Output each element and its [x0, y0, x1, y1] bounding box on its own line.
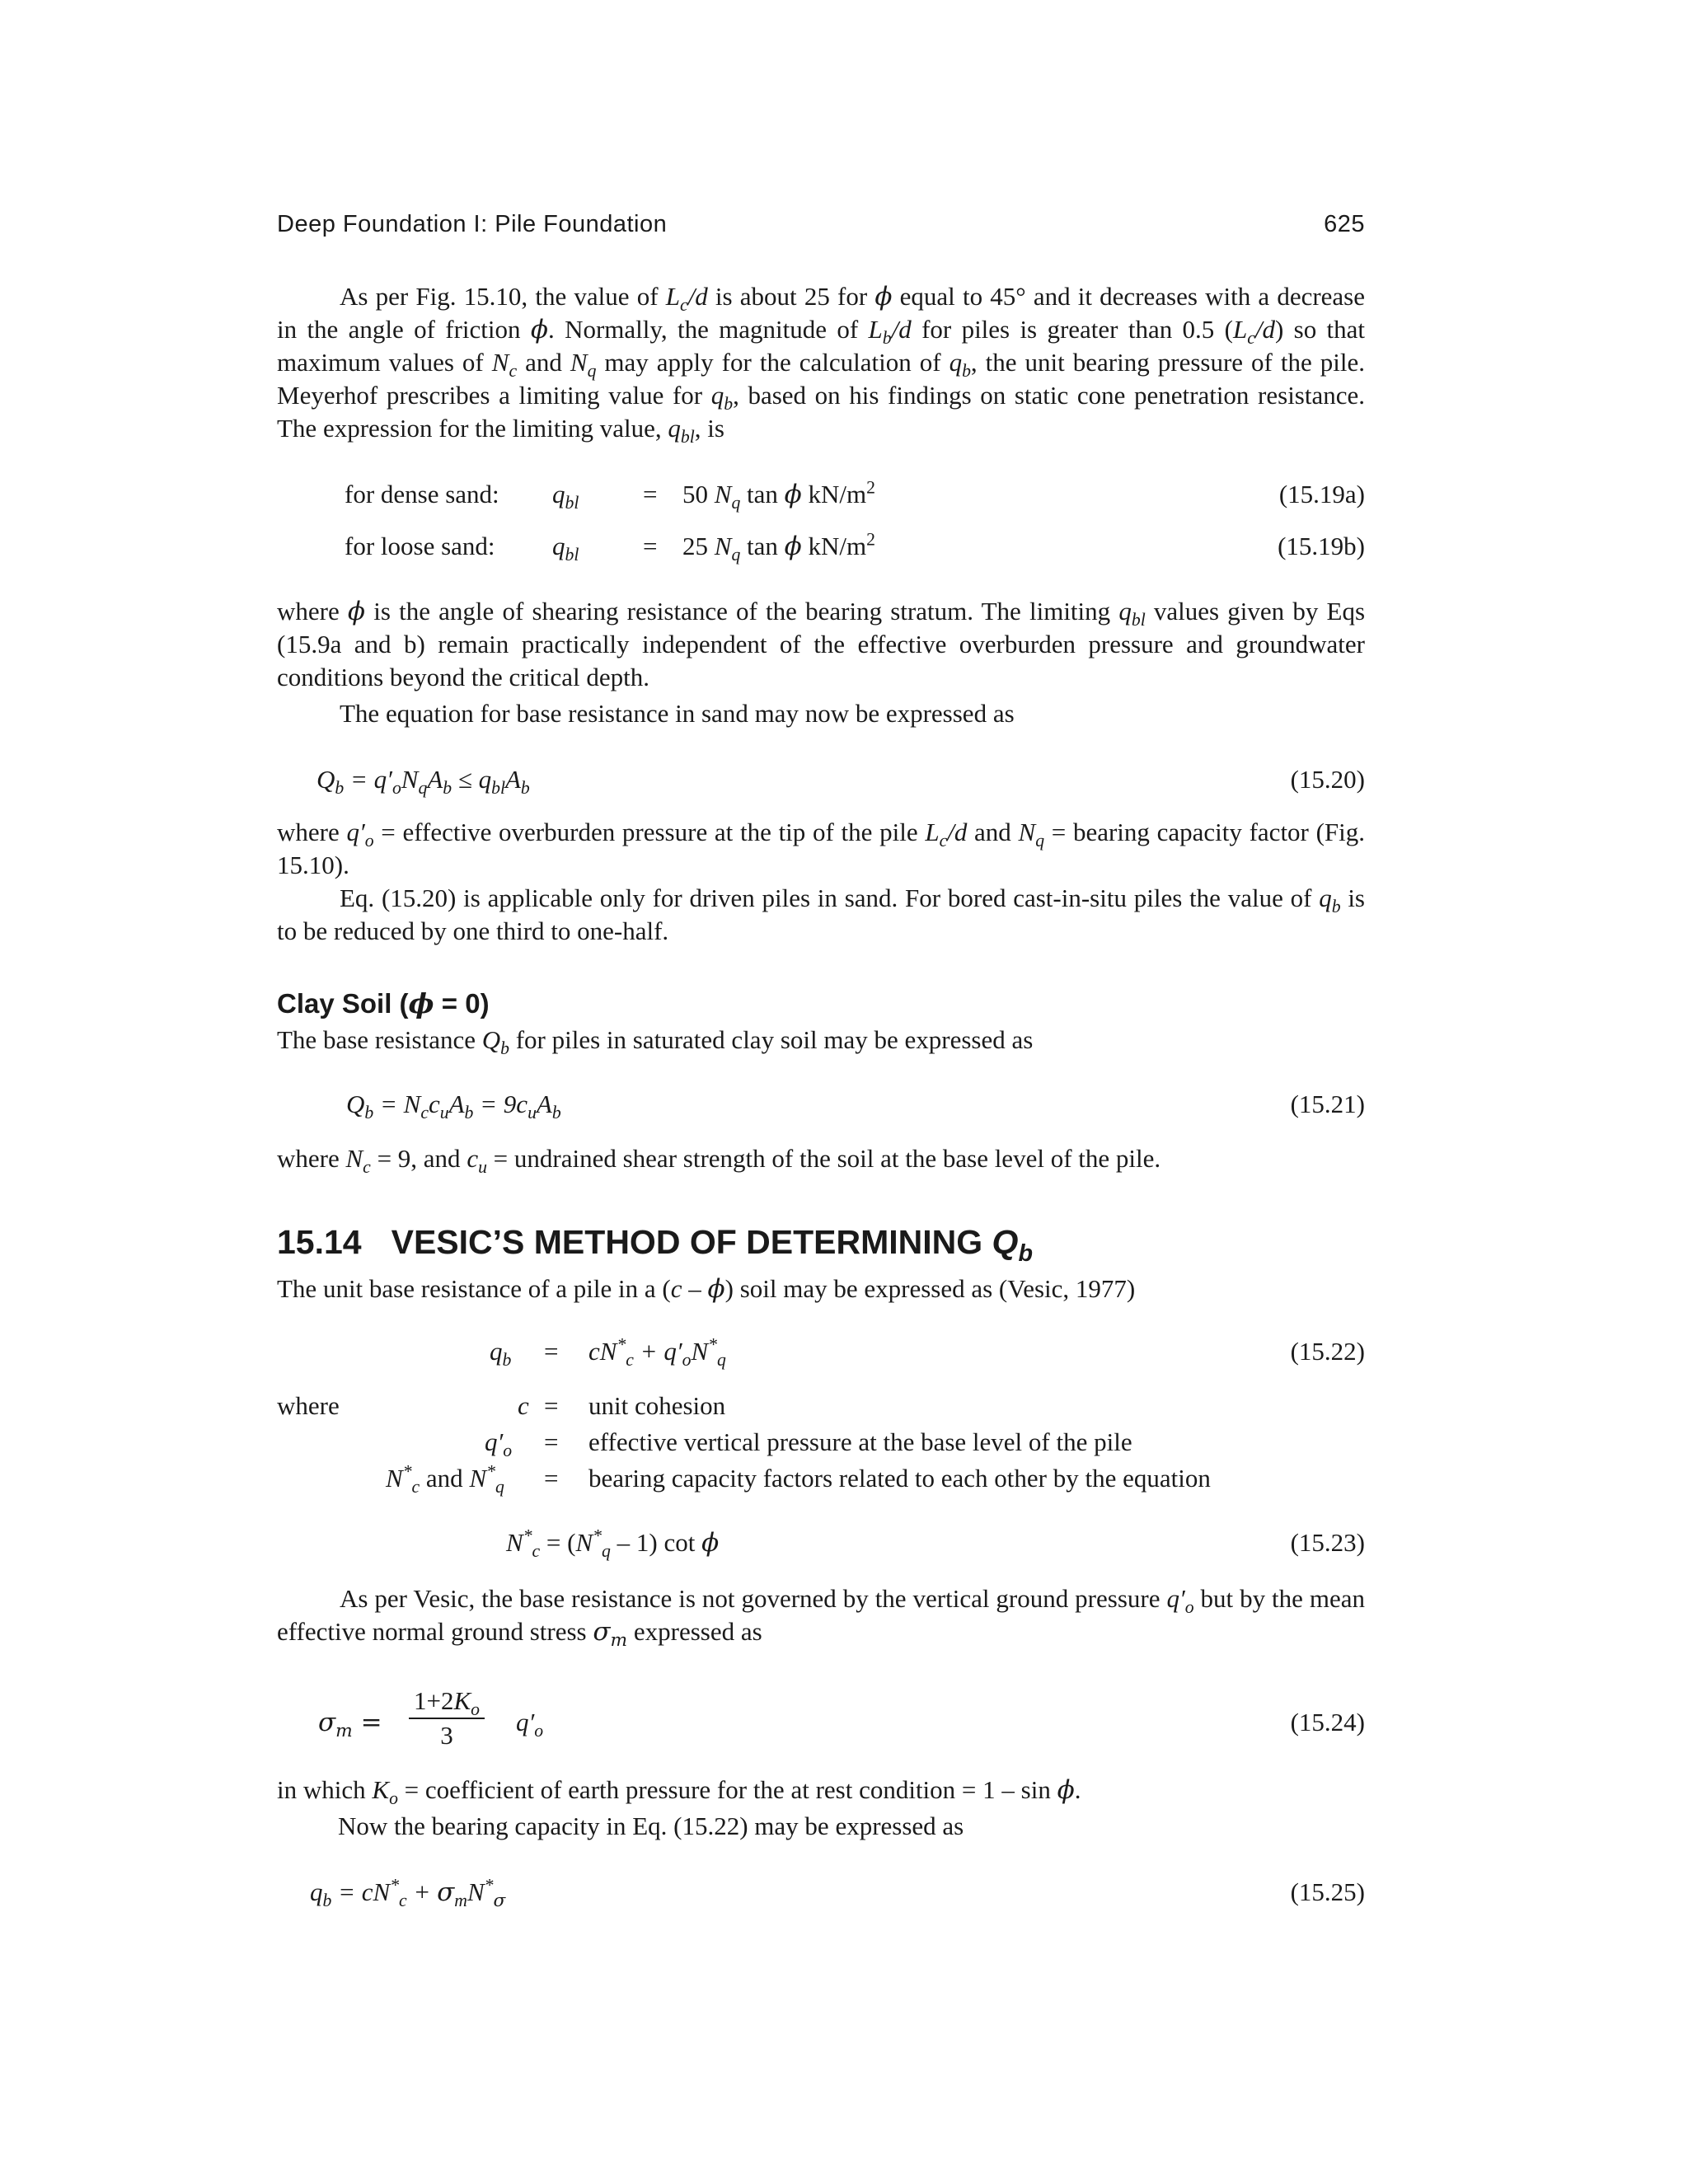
running-header: [277, 211, 1365, 238]
equation-15-21: $Q_b = N_cc_uA_b = 9c_uA_b$ (15.21): [346, 1090, 1365, 1123]
fraction-numerator: $1+2K_o$: [414, 1686, 481, 1720]
equation-number: (15.21): [1290, 1090, 1365, 1118]
section-heading: 15.14 VESIC’S METHOD OF DETERMINING $Q_b$: [277, 1223, 1033, 1268]
paragraph-bearing-capacity-intro: Now the bearing capacity in Eq. (15.22) may be expressed as: [338, 1811, 964, 1840]
equation-number: (15.20): [1290, 765, 1365, 794]
where-label: where: [277, 1391, 340, 1420]
eq-label-dense-sand: for dense sand:: [345, 480, 499, 509]
equation-number: (15.19b): [1278, 532, 1365, 560]
section-title: VESIC’S METHOD OF DETERMINING: [391, 1223, 992, 1261]
paragraph-shearing-resistance: where ϕ is the angle of shearing resistance of the bearing stratum. The limiting $q_{bl}$ values given by Eqs (15.9a and b) remain practically independent of the effective overburden pressure and groundwater conditions beyond the critical depth.: [277, 597, 1366, 691]
page-number: 625: [1324, 211, 1365, 237]
paragraph-limiting-value: As per Fig. 15.10, the value of $L_c/d$ is about 25 for ϕ equal to 45° and it decreases with a decrease in the angle of friction ϕ. Normally, the magnitude of $L_b/d$ for piles is greater than 0.5 $(L_c/d)$ so that maximum values of $N_c$ and $N_q$ may apply for the calculation of $q_b$, the unit bearing pressure of the pile. Meyerhof prescribes a limiting value for $q_b$, based on his findings on static cone penetration resistance. The expression for the limiting value, $q_{bl}$, is: [277, 282, 1366, 448]
equation-number: (15.22): [1290, 1337, 1365, 1366]
equation-15-23: $N^*_c = (N^*_q - 1)$ cot ϕ (15.23): [506, 1526, 1365, 1562]
def-vertical-pressure: effective vertical pressure at the base level of the pile: [588, 1427, 1132, 1456]
def-bearing-factors: bearing capacity factors related to each other by the equation: [588, 1464, 1211, 1493]
equation-number: (15.25): [1290, 1877, 1365, 1906]
subheading-clay-soil: Clay Soil (ϕ = 0): [277, 987, 490, 1019]
equation-15-20: $Q_b = q'_oN_qA_b \le q_{bl}A_b$ (15.20): [316, 765, 1365, 799]
equation-15-19a: for dense sand: $q_{bl}$ = 50 $N_q$ tan ϕ $kN/m^2$ (15.19a): [345, 477, 1365, 513]
equation-15-24: $\sigma_m$ = $1+2K_o$ 3 $q'_o$ (15.24): [277, 1681, 1365, 1764]
def-cohesion: unit cohesion: [588, 1391, 726, 1420]
equation-number: (15.19a): [1278, 480, 1365, 509]
paragraph-vesic-intro: The unit base resistance of a pile in a (c – ϕ) soil may be expressed as (Vesic, 1977): [277, 1274, 1136, 1304]
equation-15-22: $q_b$ = $cN^*_c + q'_oN^*_q$ (15.22): [490, 1334, 1365, 1371]
paragraph-clay-where: where $N_c = 9$, and $c_u$ = undrained shear strength of the soil at the base level of the pile.: [277, 1144, 1161, 1178]
fraction-denominator: 3: [440, 1721, 453, 1750]
running-title: Deep Foundation I: Pile Foundation: [277, 211, 668, 237]
section-number: 15.14: [277, 1223, 362, 1261]
equation-number: (15.24): [1290, 1708, 1365, 1736]
equation-number: (15.23): [1290, 1528, 1365, 1557]
paragraph-base-resistance-intro: The equation for base resistance in sand may now be expressed as: [340, 699, 1015, 728]
equation-15-25: $q_b = cN^*_c + \sigma_mN^*_\sigma$ (15.25): [310, 1875, 1365, 1912]
paragraph-overburden-definition: where $q'_o$ = effective overburden pressure at the tip of the pile $L_c/d$ and $N_q$ = bearing capacity factor (Fig. 15.10).: [277, 818, 1366, 879]
eq-label-loose-sand: for loose sand:: [345, 532, 495, 560]
paragraph-clay-intro: The base resistance $Q_b$ for piles in saturated clay soil may be expressed as: [277, 1025, 1034, 1059]
equation-15-19b: for loose sand: $q_{bl}$ = 25 $N_q$ tan ϕ $kN/m^2$ (15.19b): [345, 529, 1365, 565]
paragraph-mean-stress: As per Vesic, the base resistance is not governed by the vertical ground pressure $q'_o$ but by the mean effective normal ground stress $\sigma_m$ expressed as: [277, 1584, 1365, 1652]
definition-list: where c = unit cohesion $q'_o$ = effective vertical pressure at the base level of the pile $N^*_c$ and $N^*_q$ = bearing capacity factors related to each other by the equation: [277, 1391, 1211, 1497]
paragraph-bored-piles: Eq. (15.20) is applicable only for driven piles in sand. For bored cast-in-situ piles the value of $q_b$ is to be reduced by one third to one-half.: [277, 883, 1365, 945]
paragraph-earth-pressure: in which $K_o$ = coefficient of earth pressure for the at rest condition = 1 – sin ϕ.: [277, 1775, 1081, 1809]
